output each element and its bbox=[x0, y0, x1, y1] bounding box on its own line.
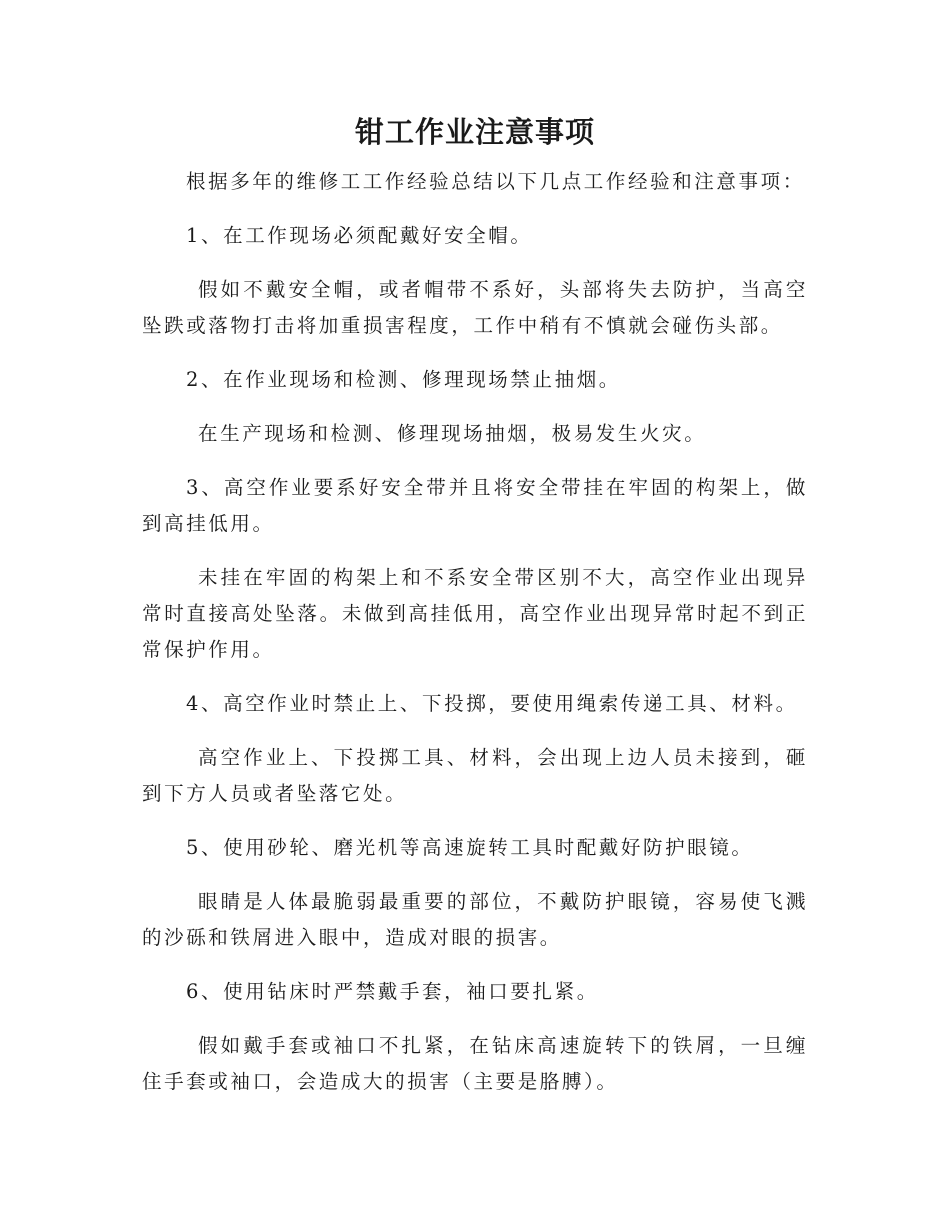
rule-4-heading: 4、高空作业时禁止上、下投掷，要使用绳索传递工具、材料。 bbox=[186, 692, 798, 715]
rule-3-explanation: 未挂在牢固的构架上和不系安全带区别不大，高空作业出现异常时直接高处坠落。未做到高挂低用，高空作业出现异常时起不到正常保护作用。 bbox=[142, 566, 808, 661]
document-title: 钳工作业注意事项 bbox=[354, 115, 595, 149]
rule-5-heading: 5、使用砂轮、磨光机等高速旋转工具时配戴好防护眼镜。 bbox=[186, 836, 754, 859]
rule-4-explanation: 高空作业上、下投掷工具、材料，会出现上边人员未接到，砸到下方人员或者坠落它处。 bbox=[142, 746, 808, 805]
rule-3-heading: 3、高空作业要系好安全带并且将安全带挂在牢固的构架上，做到高挂低用。 bbox=[142, 476, 808, 535]
document-body bbox=[142, 164, 808, 1118]
rule-6-heading: 6、使用钻床时严禁戴手套，袖口要扎紧。 bbox=[186, 980, 599, 1003]
rule-2-heading: 2、在作业现场和检测、修理现场禁止抽烟。 bbox=[186, 368, 621, 391]
rule-1-heading: 1、在工作现场必须配戴好安全帽。 bbox=[186, 224, 533, 247]
rule-1-explanation: 假如不戴安全帽，或者帽带不系好，头部将失去防护，当高空坠跌或落物打击将加重损害程度，工作中稍有不慎就会碰伤头部。 bbox=[142, 278, 808, 337]
intro-paragraph: 根据多年的维修工工作经验总结以下几点工作经验和注意事项： bbox=[186, 170, 805, 193]
rule-5-explanation: 眼睛是人体最脆弱最重要的部位，不戴防护眼镜，容易使飞溅的沙砾和铁屑进入眼中，造成对眼的损害。 bbox=[142, 890, 808, 949]
rule-6-explanation: 假如戴手套或袖口不扎紧，在钻床高速旋转下的铁屑，一旦缠住手套或袖口，会造成大的损害（主要是胳膊）。 bbox=[142, 1034, 808, 1093]
rule-2-explanation: 在生产现场和检测、修理现场抽烟，极易发生火灾。 bbox=[198, 422, 707, 445]
